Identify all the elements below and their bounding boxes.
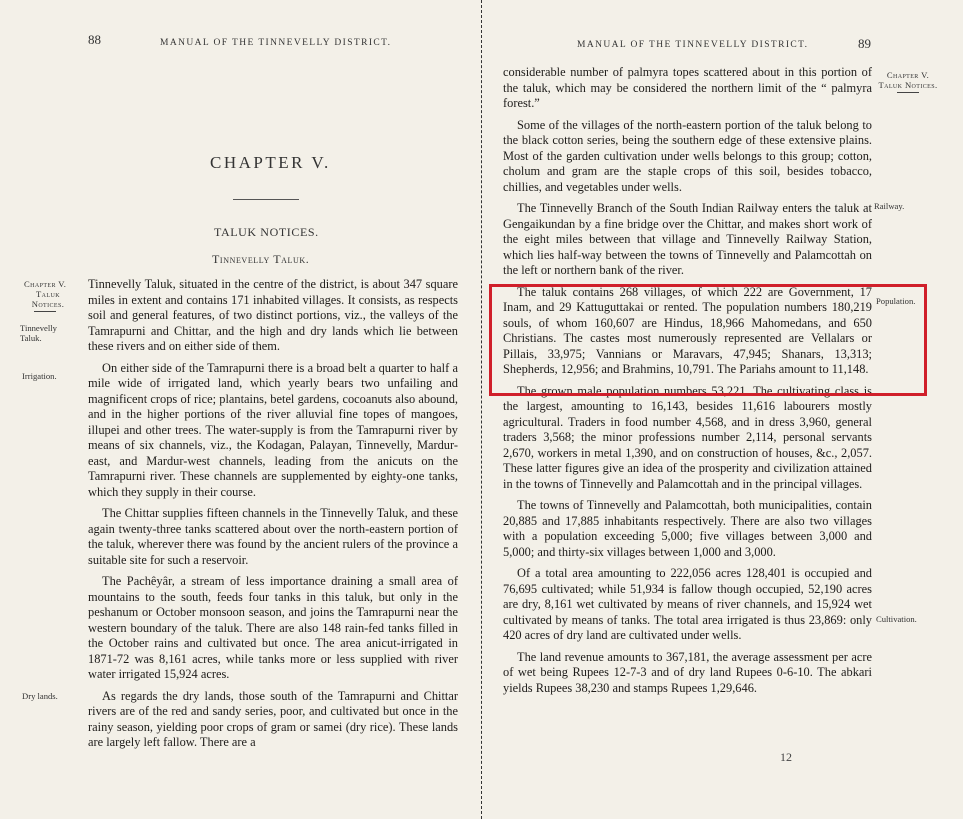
running-head-left: MANUAL OF THE TINNEVELLY DISTRICT. [160,38,392,48]
margin-note-rule [897,92,919,93]
paragraph: The land revenue amounts to 367,181, the average assessment per acre of wet being Rupees 12-7-3 and of dry land Rupees 0-6-10. The abkari yields Rupees 38,230 and stamps Rupees 1,29,646. [503,649,872,695]
paragraph: considerable number of palmyra topes scattered about in this portion of the taluk, which may be considered the northern limit of the “ palmyra forest.” [503,65,872,110]
paragraph: As regards the dry lands, those south of the Tamrapurni and Chittar rivers are of the red and sandy series, poor, and cultivated but once in the rainy season, yielding poor crops of gram or samei (dry rice). These lands are largely left fallow. There are a [88,688,458,749]
right-page [482,0,963,819]
margin-note-rule [34,311,56,312]
paragraph: The grown male population numbers 53,221. The cultivating class is the largest, amounting to 16,143, besides 11,616 labourers mostly agricultural. Traders in food number 4,568, and in dress 3,960, general traders 3,568; the minor professions number 2,114, personal servants 2,670, workers in metal 1,390, and on construction of houses, &c., 2,057. These latter figures give an idea of the prosperity and civilization attained in the towns of Tinnevelly and Palamcottah and in the principal villages. [503,383,872,491]
margin-note-railway: Railway. [874,201,905,211]
page-number-left: 88 [88,32,101,47]
margin-note-chapter-right [877,70,939,95]
margin-note-chapter-text: Chapter V. [886,70,930,80]
margin-note-taluk-notices: Taluk Notices. [878,80,938,90]
margin-note-chapter [24,279,72,314]
page-number-right: 89 [858,36,871,51]
paragraph: The towns of Tinnevelly and Palamcottah, both municipalities, contain 20,885 and 17,885 inhabitants respectively. There are also two villages with a population exceeding 5,000; five villages between 3,000 and 5,000; and thirty-six villages between 1,000 and 3,000. [503,498,872,559]
margin-note-cultivation: Cultivation. [876,614,917,624]
population-highlight-box [489,284,927,396]
margin-note-chapter-text: Chapter V. [24,279,67,289]
left-body-text [88,277,458,757]
chapter-title: CHAPTER V. [210,153,331,172]
margin-note-taluk-notices: Taluk Notices. [31,289,65,309]
margin-note-dry-lands: Dry lands. [22,691,58,701]
paragraph: On either side of the Tamrapurni there is a broad belt a quarter to half a mile wide of irrigated land, which yearly bears two unfailing and magnificent crops of rice; plantains, betel gardens, cocoanuts also abound, and in the higher portions of the river alluvial fine topes of mangoes, illupei and other trees. The water-supply is from the Tamrapurni river by means of six channels, viz., the Kodagan, Palayan, Tinnevelly, Mardur-east, and Mardur-west channels, leading from the anicuts on the Tamrapurni river. These channels are supplemented by eighty-one tanks, which they supply in their course. [88,360,458,499]
paragraph: Of a total area amounting to 222,056 acres 128,401 is occupied and 76,695 cultivated; while 51,934 is fallow though occupied, 52,190 acres are dry, 8,161 wet cultivated by means of river channels, and 15,924 wet cultivated by means of tanks. The total area irrigated is thus 23,869: only 420 acres of dry land are cultivated under wells. [503,566,872,642]
population-paragraph: The taluk contains 268 villages, of which 222 are Government, 17 Inam, and 29 Kattuguttakai or rented. The population numbers 180,219 souls, of whom 160,607 are Hindus, 18,966 Mahomedans, and 650 Christians. The castes most numerously represented are Vellalars or Pillais, 33,975; Vannians or Maravars, 47,945; Shanars, 13,313; Shepherds, 12,956; and Brahmins, 10,791. The Pariahs amount to 11,148. [503,284,872,376]
subsection-title: Tinnevelly Taluk. [212,252,310,266]
signature-mark: 12 [780,750,792,764]
chapter-divider [233,199,299,200]
margin-note-tinnevelly-taluk: Tinnevelly Taluk. [20,323,57,343]
margin-note-population: Population. [876,296,916,306]
paragraph: The Tinnevelly Branch of the South Indian Railway enters the taluk at Gengaikundan by a fine bridge over the Chittar, and makes short work of the eight miles between that village and Tinnevelly Railway Station, which lies half-way between the towns of Tinnevelly and Palamcottah on the left or northern bank of the river. [503,201,872,277]
margin-note-irrigation: Irrigation. [22,371,57,381]
paragraph: Tinnevelly Taluk, situated in the centre of the district, is about 347 square miles in extent and contains 171 inhabited villages. It consists, as respects soil and general features, of two distinct portions, viz., the valleys of the Tamrapurni and Chittar, and the high and dry lands which lie between these rivers and on either side of them. [88,277,458,353]
section-title: TALUK NOTICES. [214,225,319,239]
paragraph: Some of the villages of the north-eastern portion of the taluk belong to the black cotton series, being the southern edge of these extensive plains. Most of the garden cultivation under wells belongs to this group; cotton, cholum and gram are the staple crops of this soil, besides tobacco, chillies, and vegetables under wells. [503,117,872,194]
running-head-right: MANUAL OF THE TINNEVELLY DISTRICT. [577,40,809,50]
paragraph: The Chittar supplies fifteen channels in the Tinnevelly Taluk, and these again twenty-three tanks scattered about over the north-eastern portion of the taluk, wherever there was found by the ancient rulers of the province a suitable site for such a reservoir. [88,506,458,567]
paragraph: The Pachêyâr, a stream of less importance draining a small area of mountains to the south, feeds four tanks in this taluk, but only in the peshanum or October monsoon season, and joins the Tamrapurni near the western boundary of the taluk. There are also 148 rain-fed tanks filled in the October rains and cultivated but once. The area anicut-irrigated in 1871-72 was 8,161 acres, while tanks more or less supplied with river water irrigated 15,924 acres. [88,574,458,681]
